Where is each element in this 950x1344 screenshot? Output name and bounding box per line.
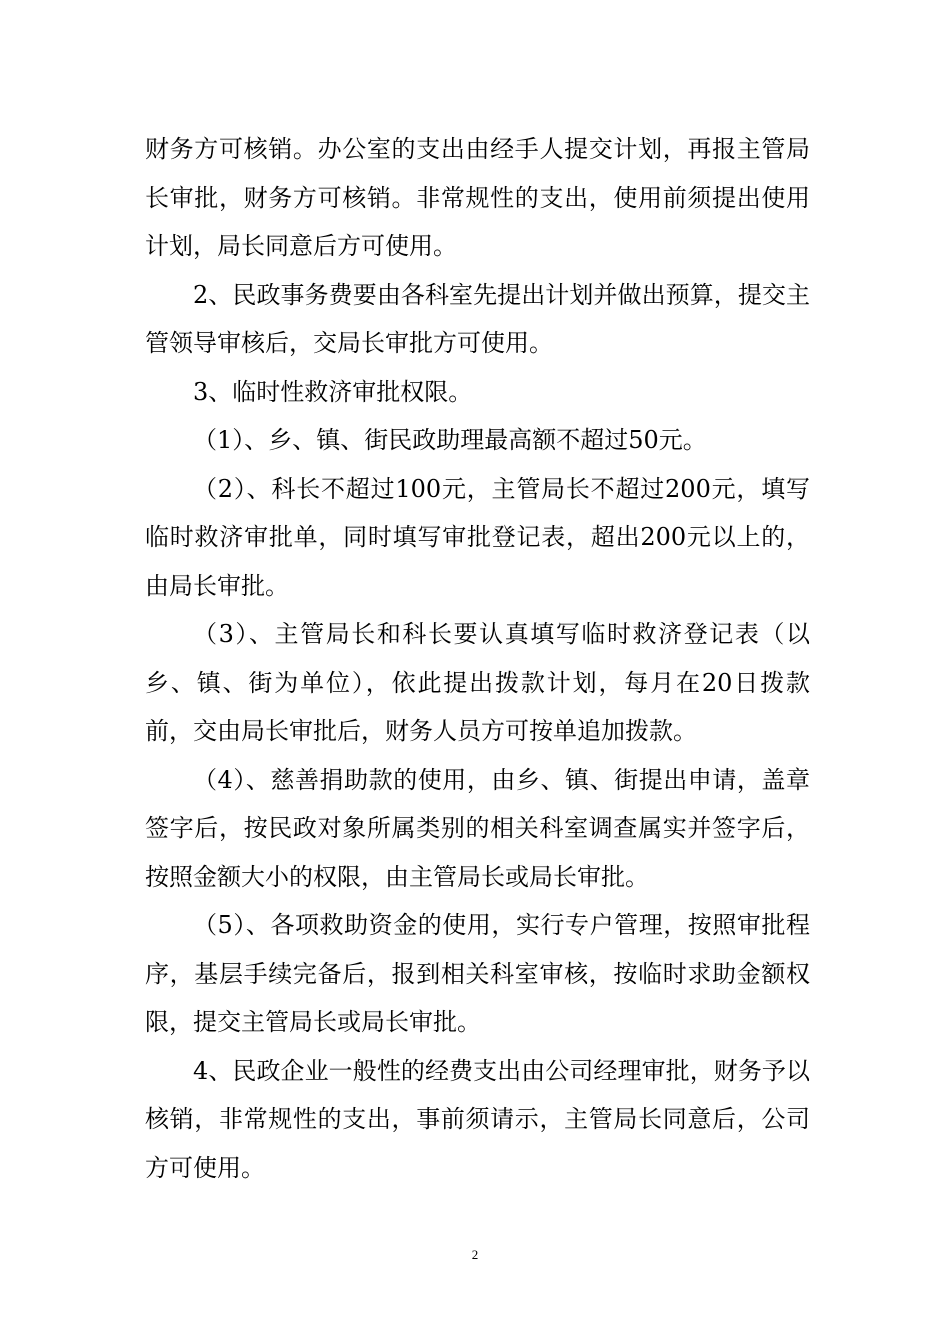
paragraph-item-2: 2、民政事务费要由各科室先提出计划并做出预算，提交主管领导审核后，交局长审批方可使用。	[145, 280, 810, 357]
paragraph-item-3: 3、临时性救济审批权限。	[193, 377, 473, 406]
paragraph-continuation: 财务方可核销。办公室的支出由经手人提交计划，再报主管局长审批，财务方可核销。非常规性的支出，使用前须提出使用计划，局长同意后方可使用。	[145, 135, 810, 260]
page-number: 2	[471, 1247, 479, 1262]
paragraph-subitem-1: （1）、乡、镇、街民政助理最高额不超过50元。	[193, 426, 707, 454]
paragraph-subitem-4: （4）、慈善捐助款的使用，由乡、镇、街提出申请，盖章签字后，按民政对象所属类别的相关科室调查属实并签字后，按照金额大小的权限，由主管局长或局长审批。	[145, 765, 810, 891]
paragraph-item-4: 4、民政企业一般性的经费支出由公司经理审批，财务予以核销，非常规性的支出，事前须请示，主管局长同意后，公司方可使用。	[145, 1056, 810, 1182]
paragraph-subitem-3: （3）、主管局长和科长要认真填写临时救济登记表（以乡、镇、街为单位），依此提出拨款计划，每月在20日拨款前，交由局长审批后，财务人员方可按单追加拨款。	[145, 620, 810, 745]
paragraph-subitem-2: （2）、科长不超过100元，主管局长不超过200元，填写临时救济审批单，同时填写审批登记表，超出200元以上的，由局长审批。	[145, 474, 810, 600]
document-body	[145, 125, 810, 1192]
paragraph-subitem-5: （5）、各项救助资金的使用，实行专户管理，按照审批程序，基层手续完备后，报到相关科室审核，按临时求助金额权限，提交主管局长或局长审批。	[145, 911, 810, 1036]
